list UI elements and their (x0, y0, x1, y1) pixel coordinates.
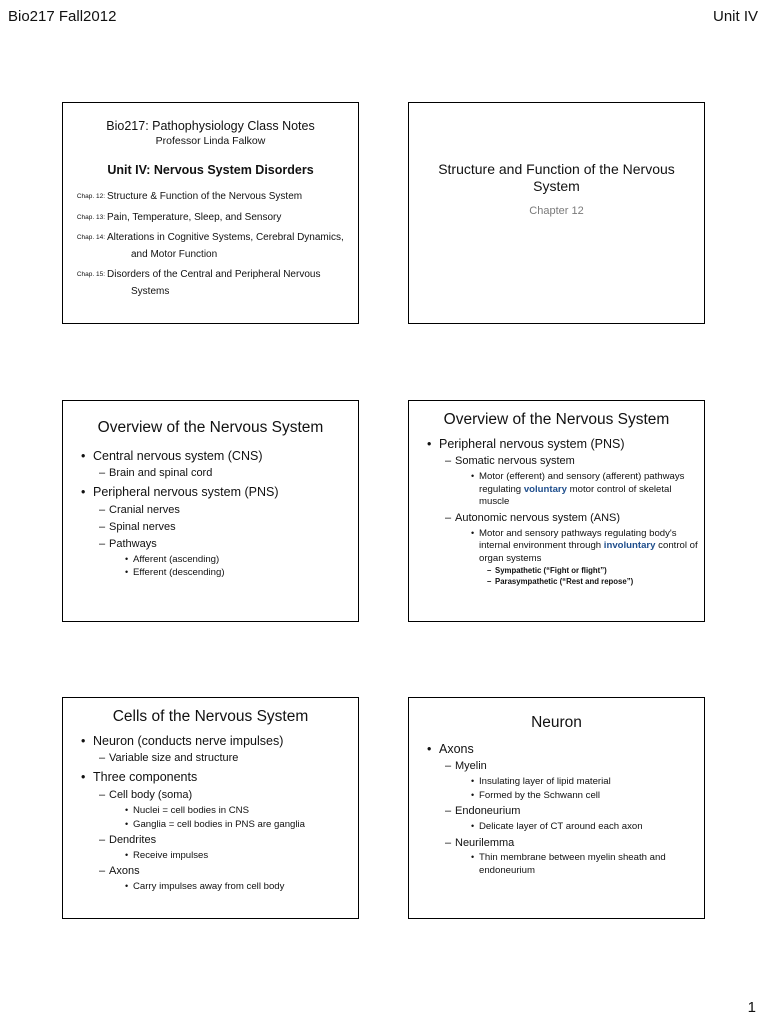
slide5-title: Cells of the Nervous System (112, 708, 309, 725)
list-item: – Cranial nerves (109, 503, 358, 518)
header-unit-label: Unit IV (712, 8, 758, 25)
list-item: • Thin membrane between myelin sheath and endoneurium (479, 852, 704, 877)
list-item: • Efferent (descending) (133, 567, 358, 579)
chapter-text: Structure & Function of the Nervous System (107, 191, 303, 202)
list-item: • Ganglia = cell bodies in PNS are ganglia (133, 819, 358, 831)
chapter-label: Chap. 15: (76, 271, 105, 278)
chapter-label: Chap. 14: (76, 234, 105, 241)
chapter-label: Chap. 12: (76, 193, 105, 200)
list-item: • Motor and sensory pathways regulating body's internal environment through involuntary control of organ systems (479, 528, 704, 565)
list-item: – Variable size and structure (109, 751, 358, 766)
chapter-text: Pain, Temperature, Sleep, and Sensory (107, 211, 282, 223)
list-item: • Peripheral nervous system (PNS) (439, 436, 704, 453)
list-item: • Motor (efferent) and sensory (afferent) pathways regulating voluntary motor control of skeletal muscle (479, 471, 704, 508)
list-item: – Pathways (109, 537, 358, 552)
list-item: • Axons (439, 741, 704, 758)
list-item: – Brain and spinal cord (109, 466, 358, 481)
list-item: – Spinal nerves (109, 520, 358, 535)
slide1-professor: Professor Linda Falkow (155, 135, 266, 147)
list-item: – Cell body (soma) (109, 788, 358, 803)
slide-6 (408, 697, 705, 919)
slide1-unit: Unit IV: Nervous System Disorders (107, 163, 314, 177)
slide-4 (408, 400, 705, 622)
slide6-title: Neuron (531, 714, 582, 731)
list-item: – Endoneurium (455, 804, 704, 819)
slide3-title: Overview of the Nervous System (97, 419, 324, 436)
list-item: – Dendrites (109, 833, 358, 848)
list-item: • Central nervous system (CNS) (93, 448, 358, 465)
chapter-item (69, 210, 352, 227)
list-item: • Receive impulses (133, 850, 358, 862)
chapter-text: Disorders of the Central and Peripheral Nervous Systems (107, 269, 321, 297)
slide-2 (408, 102, 705, 324)
header-course-label: Bio217 Fall2012 (8, 8, 117, 25)
list-item: – Neurilemma (455, 836, 704, 851)
list-item: • Three components (93, 769, 358, 786)
slide2-subtitle: Chapter 12 (529, 204, 584, 217)
slide5-list (63, 733, 358, 894)
list-item: • Neuron (conducts nerve impulses) (93, 733, 358, 750)
list-item: – Somatic nervous system (455, 454, 704, 469)
list-item: – Autonomic nervous system (ANS) (455, 511, 704, 526)
list-item: – Parasympathetic (“Rest and repose”) (495, 577, 704, 587)
slide4-title: Overview of the Nervous System (443, 411, 670, 428)
chapter-item (69, 189, 352, 206)
list-item: • Afferent (ascending) (133, 554, 358, 566)
slide4-list (409, 436, 704, 588)
chapter-item (69, 230, 352, 263)
list-item: • Insulating layer of lipid material (479, 776, 704, 788)
slide-5 (62, 697, 359, 919)
slide3-list (63, 448, 358, 580)
slide1-title: Bio217: Pathophysiology Class Notes (106, 119, 315, 133)
list-item: – Myelin (455, 759, 704, 774)
slide-1 (62, 102, 359, 324)
voluntary-highlight: voluntary (523, 483, 567, 495)
involuntary-highlight: involuntary (603, 540, 656, 552)
list-item: • Carry impulses away from cell body (133, 881, 358, 893)
chapter-item (69, 267, 352, 300)
list-item: • Peripheral nervous system (PNS) (93, 484, 358, 501)
list-item: – Sympathetic (“Fight or flight”) (495, 566, 704, 576)
slide2-title: Structure and Function of the Nervous System (438, 161, 675, 194)
slide6-list (409, 741, 704, 878)
chapter-label: Chap. 13: (76, 213, 105, 221)
list-item: • Delicate layer of CT around each axon (479, 821, 704, 833)
list-item: – Axons (109, 864, 358, 879)
chapter-text: Alterations in Cognitive Systems, Cerebral Dynamics, and Motor Function (107, 232, 344, 260)
list-item: • Formed by the Schwann cell (479, 790, 704, 802)
list-item: • Nuclei = cell bodies in CNS (133, 805, 358, 817)
slide-3 (62, 400, 359, 622)
page-number: 1 (747, 999, 756, 1016)
